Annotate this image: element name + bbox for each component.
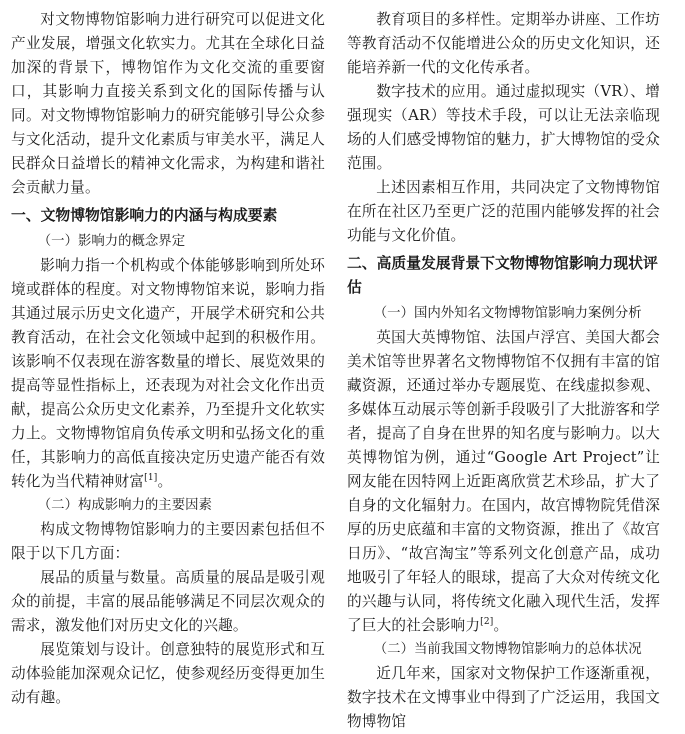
- citation-ref: [1]: [144, 473, 158, 484]
- paragraph: [11, 254, 325, 494]
- citation-ref: [2]: [480, 617, 494, 628]
- subsection-heading: （二）构成影响力的主要因素: [37, 498, 212, 513]
- paragraph: 近几年来，国家对文物保护工作逐渐重视，数字技术在文博事业中得到了广泛运用，我国文物博物馆: [347, 665, 660, 730]
- subsection-heading: （二）当前我国文物博物馆影响力的总体状况: [373, 642, 642, 657]
- paragraph: 数字技术的应用。通过虚拟现实（VR）、增强现实（AR）等技术手段，可以让无法亲临现场的人们感受博物馆的魅力，扩大博物馆的受众范围。: [347, 83, 660, 172]
- paragraph: 构成文物博物馆影响力的主要因素包括但不限于以下几方面：: [11, 521, 325, 562]
- paragraph-end: 。: [493, 617, 509, 634]
- paragraph: 教育项目的多样性。定期举办讲座、工作坊等教育活动不仅能增进公众的历史文化知识，还能培养新一代的文化传承者。: [347, 11, 660, 76]
- paragraph-text: 英国大英博物馆、法国卢浮宫、美国大都会美术馆等世界著名文物博物馆不仅拥有丰富的馆藏资源，还通过举办专题展览、在线虚拟参观、多媒体互动展示等创新手段吸引了大批游客和学者，提高了自身在世界的知名度与影响力。以大英博物馆为例，通过“Google Art Project”让网友能在因特网上近距离欣赏艺术珍品，扩大了自身的文化辐射力。在国内，故宫博物院凭借深厚的历史底蕴和丰富的文物资源，推出了《故宫日历》、“故宫淘宝”等系列文化创意产品，成功地吸引了年轻人的眼球，提高了大众对传统文化的兴趣与认同，将传统文化融入现代生活，发挥了巨大的社会影响力: [347, 329, 660, 634]
- paragraph-end: 。: [157, 473, 173, 490]
- paragraph: 展览策划与设计。创意独特的展览形式和互动体验能加深观众记忆，使参观经历变得更加生动有趣。: [11, 641, 325, 706]
- subsection-heading: （一）国内外知名文物博物馆影响力案例分析: [373, 306, 642, 321]
- section-heading: 一、文物博物馆影响力的内涵与构成要素: [11, 207, 278, 224]
- subsection-heading: （一）影响力的概念界定: [37, 234, 186, 249]
- paragraph-text: 影响力指一个机构或个体能够影响到所处环境或群体的程度。对文物博物馆来说，影响力指其通过展示历史文化遗产，开展学术研究和公共教育活动，在社会文化领域中起到的积极作用。该影响不仅表现在游客数量的增长、展览效果的提高等显性指标上，还表现为对社会文化作出贡献，提高公众历史文化素养，乃至提升文化软实力上。文物博物馆肩负传承文明和弘扬文化的重任，其影响力的高低直接决定历史遗产能否有效转化为当代精神财富: [11, 257, 325, 490]
- paragraph: 对文物博物馆影响力进行研究可以促进文化产业发展，增强文化软实力。尤其在全球化日益加深的背景下，博物馆作为文化交流的重要窗口，其影响力直接关系到文化的国际传播与认同。对文物博物馆影响力的研究能够引导公众参与文化活动，提升文化素质与审美水平，满足人民群众日益增长的精神文化需求，为构建和谐社会贡献力量。: [11, 11, 325, 196]
- paragraph: [347, 326, 660, 638]
- paragraph: 展品的质量与数量。高质量的展品是吸引观众的前提，丰富的展品能够满足不同层次观众的需求，激发他们对历史文化的兴趣。: [11, 569, 325, 634]
- right-column: [347, 8, 660, 734]
- paragraph: 上述因素相互作用，共同决定了文物博物馆在所在社区乃至更广泛的范围内能够发挥的社会功能与文化价值。: [347, 179, 660, 244]
- left-column: [11, 8, 325, 710]
- section-heading: 二、高质量发展背景下文物博物馆影响力现状评估: [347, 255, 658, 296]
